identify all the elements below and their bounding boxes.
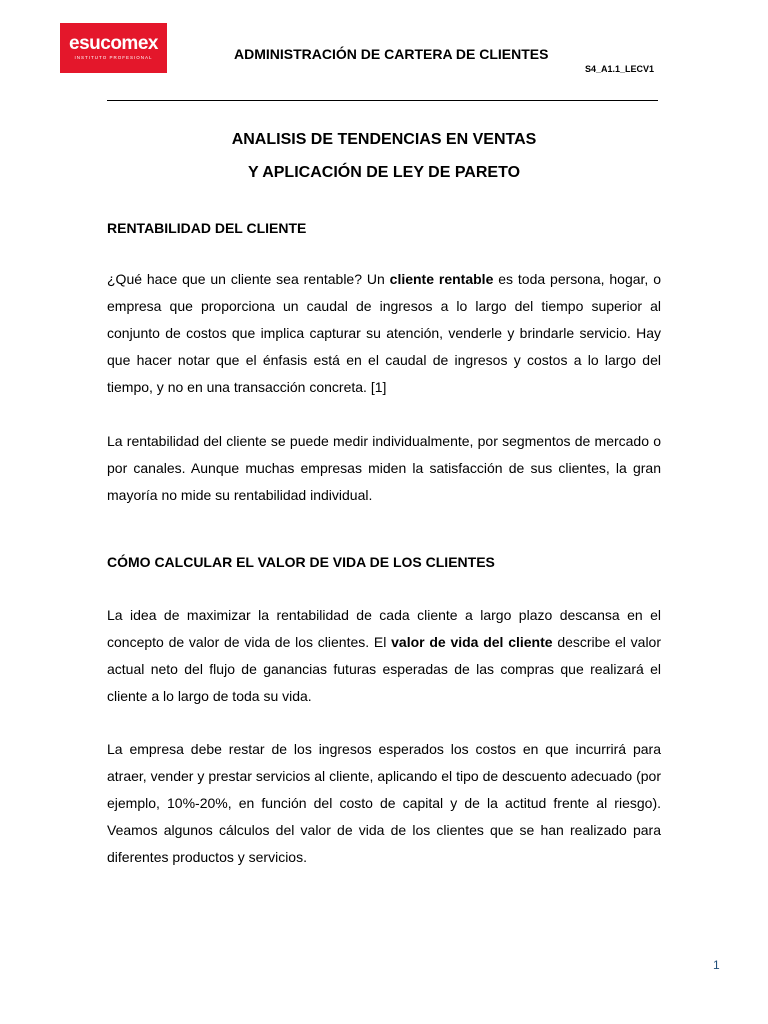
esucomex-logo xyxy=(60,23,167,73)
logo-name: esucomex xyxy=(69,33,158,54)
paragraph-text: ¿Qué hace que un cliente sea rentable? Un xyxy=(107,271,390,287)
document-title-line-2: Y APLICACIÓN DE LEY DE PARETO xyxy=(247,164,521,181)
section-heading-rentabilidad: RENTABILIDAD DEL CLIENTE xyxy=(107,220,307,236)
section-heading-valor-de-vida: CÓMO CALCULAR EL VALOR DE VIDA DE LOS CLIENTES xyxy=(107,554,495,570)
page-number: 1 xyxy=(713,958,720,972)
logo-subtitle: INSTITUTO PROFESIONAL xyxy=(74,55,153,60)
document-code: S4_A1.1_LECV1 xyxy=(585,64,655,74)
document-title-line-1: ANALISIS DE TENDENCIAS EN VENTAS xyxy=(231,131,537,148)
paragraph-valor-de-vida xyxy=(107,602,661,710)
header-divider xyxy=(107,100,658,101)
paragraph-calculo-valor-de-vida: La empresa debe restar de los ingresos esperados los costos en que incurrirá para atraer, vender y prestar servicios al cliente, aplicando el tipo de descuento adecuado (por ejemplo, 10%-20%, en función del costo de capital y de la actitud frente al riesgo). Veamos algunos cálculos del valor de vida de los clientes que se han realizado para diferentes productos y servicios. xyxy=(107,741,661,865)
course-title: ADMINISTRACIÓN DE CARTERA DE CLIENTES xyxy=(234,46,549,62)
paragraph-text: La idea de maximizar la rentabilidad de cada cliente a largo plazo descansa en el concepto de valor de vida de los clientes. El xyxy=(107,607,661,650)
paragraph-cliente-rentable xyxy=(107,266,661,401)
paragraph-text: describe el valor actual neto del flujo de ganancias futuras esperadas de las compras que realizará el cliente a lo largo de toda su vida. xyxy=(107,634,662,704)
bold-term-valor-de-vida: valor de vida del cliente xyxy=(391,634,553,650)
paragraph-medicion-rentabilidad: La rentabilidad del cliente se puede medir individualmente, por segmentos de mercado o por canales. Aunque muchas empresas miden la satisfacción de sus clientes, la gran mayoría no mide su rentabilidad individual. xyxy=(107,433,661,503)
bold-term-cliente-rentable: cliente rentable xyxy=(389,271,494,287)
paragraph-text: es toda persona, hogar, o empresa que proporciona un caudal de ingresos a lo largo del tiempo superior al conjunto de costos que implica capturar su atención, venderle y brindarle servicio. Hay que hacer notar que el énfasis está en el caudal de ingresos y costos a lo largo del tiempo, y no en una transacción concreta. [1] xyxy=(107,271,661,395)
